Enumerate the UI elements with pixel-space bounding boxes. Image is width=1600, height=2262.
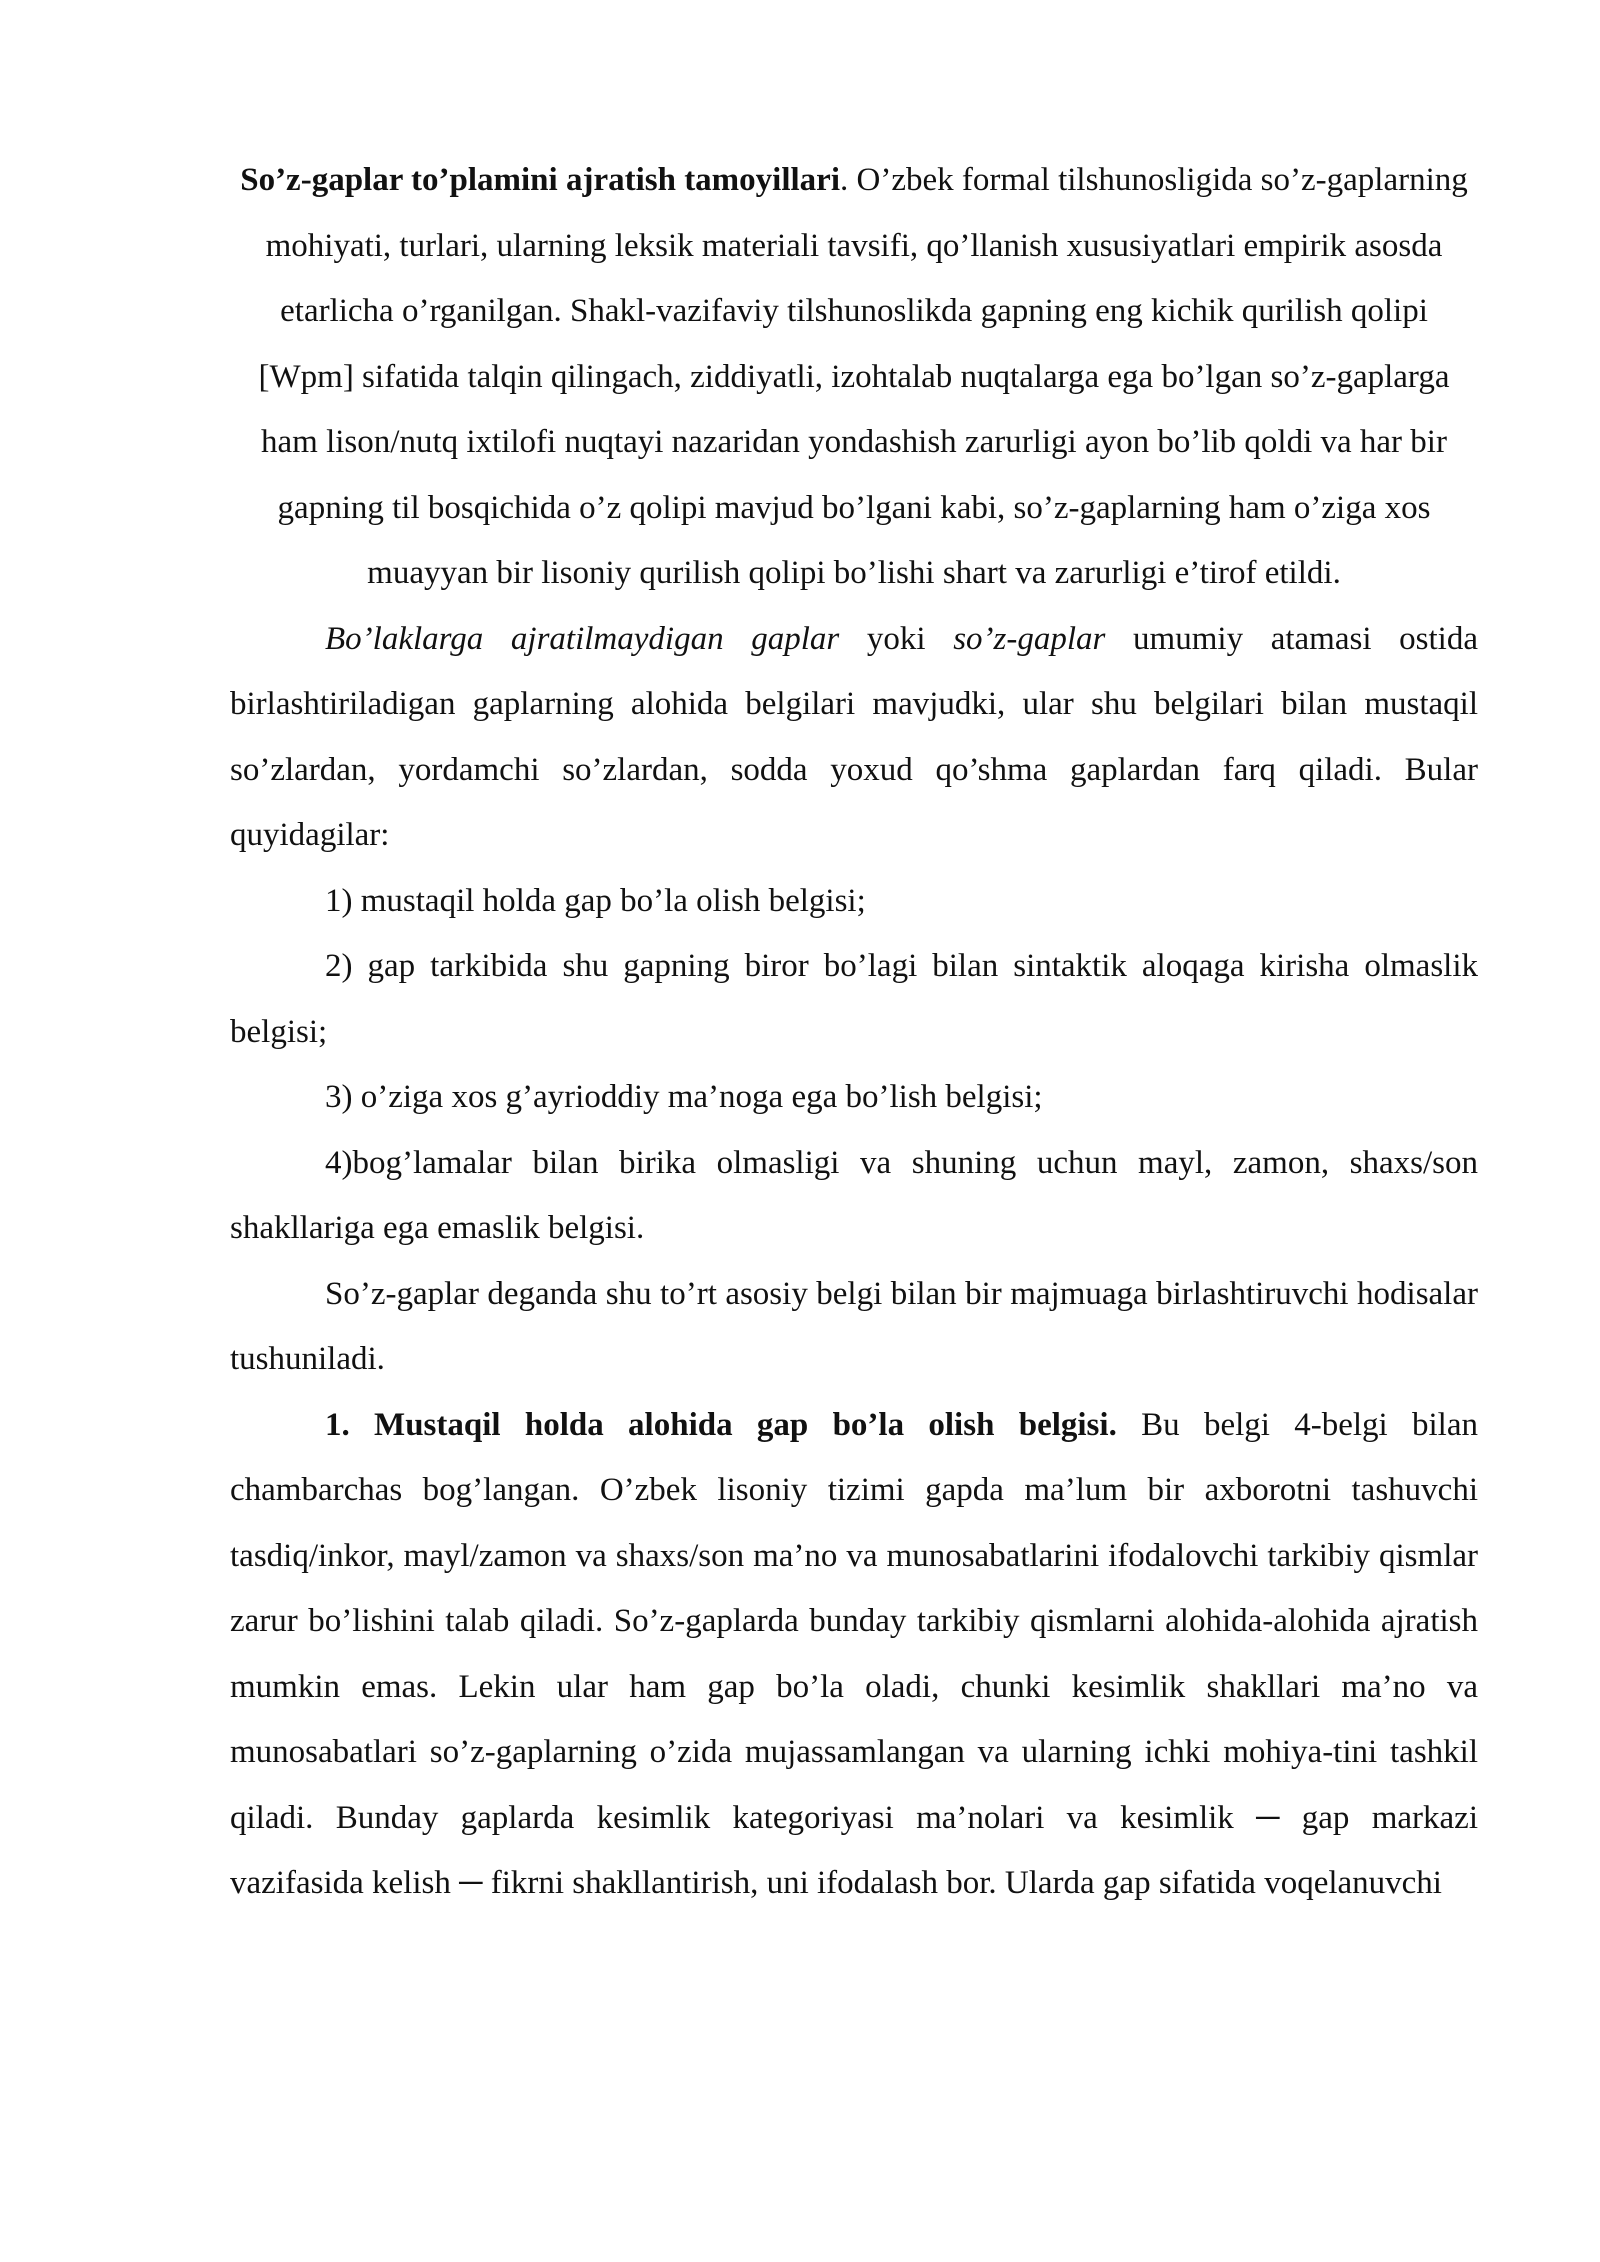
criterion-text: Bu belgi 4-belgi bilan chambarchas bog’langan. O’zbek lisoniy tizimi gapda ma’lum bir axborotni tashuvchi tasdiq/inkor, mayl/zamon va shaxs/son ma’no va munosabatlarini ifodalovchi tarkibiy qismlar zarur bo’lishini talab qiladi. So’z-gaplarda bunday tarkibiy qismlarni alohida-alohida ajratish mumkin emas. Lekin ular ham gap bo’la oladi, chunki kesimlik shakllari ma’no va munosabatlari so’z-gaplarning o’zida mujassamlangan va ularning ichki mohiya-tini tashkil qiladi. Bunday gaplarda kesimlik kategoriyasi ma’nolari va kesimlik ─ gap markazi vazifasida kelish ─ fikrni shakllantirish, uni ifodalash bor. Ularda gap sifatida voqelanuvchi <box>230 1406 1479 1901</box>
intro-paragraph <box>230 148 1478 607</box>
term-bolaklarga: Bo’laklarga ajratilmaydigan gaplar <box>325 620 840 657</box>
definition-paragraph <box>230 607 1478 869</box>
term-connector: yoki <box>839 620 954 657</box>
list-item: 4)bog’lamalar bilan birika olmasligi va shuning uchun mayl, zamon, shaxs/son shakllariga ega emaslik belgisi. <box>230 1144 1478 1246</box>
section-title: So’z-gaplar to’plamini ajratish tamoyillari <box>240 162 840 198</box>
intro-text: . O’zbek formal tilshunosligida so’z-gaplarning mohiyati, turlari, ularning leksik materiali tavsifi, qo’llanish xususiyatlari empirik asosda etarlicha o’rganilgan. Shakl-vazifaviy tilshunoslikda gapning eng kichik qurilish qolipi [Wpm] sifatida talqin qilingach, ziddiyatli, izohtalab nuqtalarga ega bo’lgan so’z-gaplarga ham lison/nutq ixtilofi nuqtayi nazaridan yondashish zarurligi ayon bo’lib qoldi va har bir gapning til bosqichida o’z qolipi mavjud bo’lgani kabi, so’z-gaplarning ham o’ziga xos muayyan bir lisoniy qurilish qolipi bo’lishi shart va zarurligi e’tirof etildi. <box>258 162 1468 591</box>
criterion-paragraph <box>230 1393 1478 1917</box>
summary-paragraph: So’z-gaplar deganda shu to’rt asosiy belgi bilan bir majmuaga birlashtiruvchi hodisalar tushuniladi. <box>230 1275 1478 1377</box>
term-soz-gaplar: so’z-gaplar <box>953 620 1106 657</box>
list-item: 2) gap tarkibida shu gapning biror bo’lagi bilan sintaktik aloqaga kirisha olmaslik belgisi; <box>230 948 1478 1050</box>
definition-text: umumiy atamasi ostida birlashtiriladigan gaplarning alohida belgilari mavjudki, ular shu belgilari bilan mustaqil so’zlardan, yordamchi so’zlardan, sodda yoxud qo’shma gaplardan farq qiladi. Bular quyidagilar: <box>230 620 1478 853</box>
list-item: 3) o’ziga xos g’ayrioddiy ma’noga ega bo’lish belgisi; <box>325 1079 1043 1115</box>
criterion-heading: 1. Mustaqil holda alohida gap bo’la olish belgisi. <box>325 1406 1117 1443</box>
list-item: 1) mustaqil holda gap bo’la olish belgisi; <box>325 882 866 919</box>
document-page <box>230 148 1478 1917</box>
